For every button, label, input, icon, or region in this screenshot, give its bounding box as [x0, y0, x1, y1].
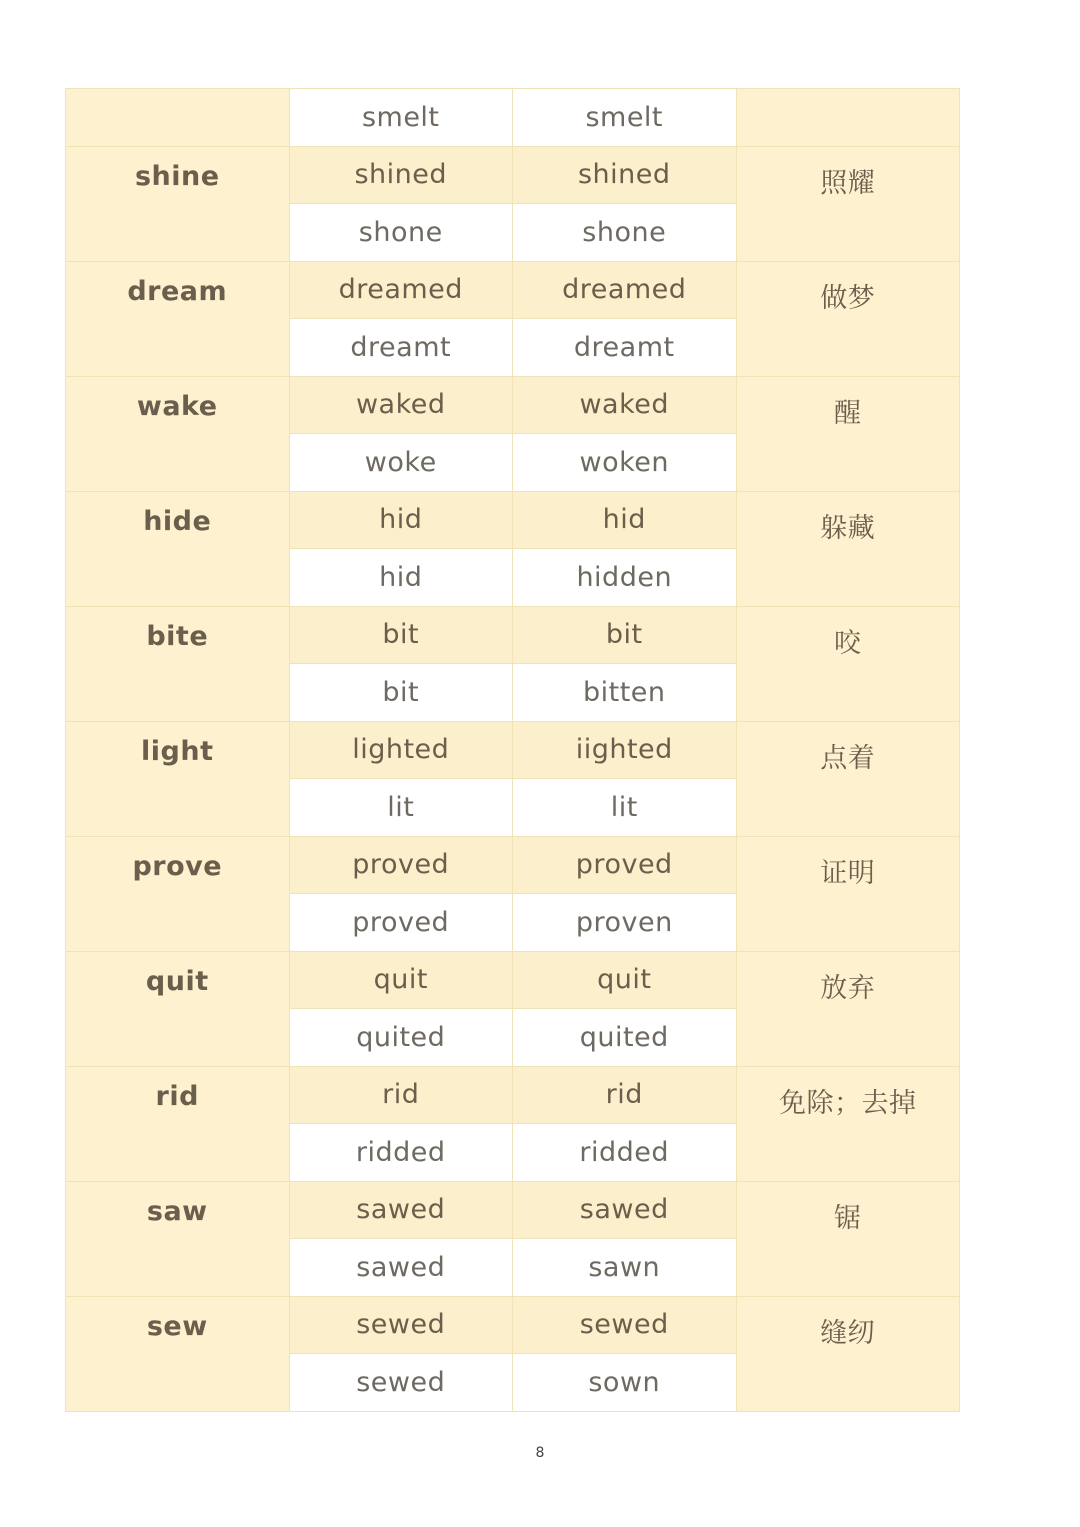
base-verb-cell: light [66, 721, 290, 836]
past-tense-cell: hid [289, 549, 513, 607]
meaning-cell: 缝纫 [736, 1296, 960, 1411]
meaning-cell: 躲藏 [736, 491, 960, 606]
past-tense-cell: rid [289, 1066, 513, 1124]
table-row [66, 1066, 960, 1124]
past-tense-cell: ridded [289, 1124, 513, 1182]
past-participle-cell: iighted [513, 721, 737, 779]
meaning-cell: 锯 [736, 1181, 960, 1296]
table-row [66, 1296, 960, 1354]
past-tense-cell: lighted [289, 721, 513, 779]
past-participle-cell: sawn [513, 1239, 737, 1297]
table-row [66, 261, 960, 319]
past-tense-cell: sewed [289, 1296, 513, 1354]
base-verb-cell: shine [66, 146, 290, 261]
past-participle-cell: hidden [513, 549, 737, 607]
past-tense-cell: bit [289, 664, 513, 722]
base-verb-cell: prove [66, 836, 290, 951]
table-row [66, 89, 960, 147]
past-participle-cell: dreamt [513, 319, 737, 377]
meaning-cell: 放弃 [736, 951, 960, 1066]
past-participle-cell: quited [513, 1009, 737, 1067]
past-tense-cell: waked [289, 376, 513, 434]
base-verb-cell: dream [66, 261, 290, 376]
table-row [66, 146, 960, 204]
table-row [66, 606, 960, 664]
past-tense-cell: sawed [289, 1181, 513, 1239]
base-verb-cell: bite [66, 606, 290, 721]
past-participle-cell: sewed [513, 1296, 737, 1354]
base-verb-cell: quit [66, 951, 290, 1066]
past-participle-cell: shone [513, 204, 737, 262]
meaning-cell: 点着 [736, 721, 960, 836]
meaning-cell: 照耀 [736, 146, 960, 261]
past-participle-cell: sawed [513, 1181, 737, 1239]
past-cell: smelt [289, 89, 513, 147]
past-participle-cell: dreamed [513, 261, 737, 319]
base-verb-cell: wake [66, 376, 290, 491]
past-tense-cell: proved [289, 836, 513, 894]
past-participle-cell: ridded [513, 1124, 737, 1182]
meaning-cell: 做梦 [736, 261, 960, 376]
past-tense-cell: bit [289, 606, 513, 664]
past-tense-cell: dreamed [289, 261, 513, 319]
page-number: 8 [535, 1445, 545, 1461]
past-tense-cell: sewed [289, 1354, 513, 1412]
base-verb-cell: sew [66, 1296, 290, 1411]
table-row [66, 376, 960, 434]
table-row [66, 721, 960, 779]
past-tense-cell: proved [289, 894, 513, 952]
past-participle-cell: proven [513, 894, 737, 952]
past-participle-cell: bit [513, 606, 737, 664]
past-tense-cell: lit [289, 779, 513, 837]
table-row [66, 1181, 960, 1239]
past-participle-cell: lit [513, 779, 737, 837]
meaning-cell [736, 89, 960, 147]
meaning-cell: 咬 [736, 606, 960, 721]
base-cell [66, 89, 290, 147]
past-participle-cell: sown [513, 1354, 737, 1412]
past-participle-cell: quit [513, 951, 737, 1009]
table-row [66, 836, 960, 894]
base-verb-cell: saw [66, 1181, 290, 1296]
past-participle-cell: shined [513, 146, 737, 204]
base-verb-cell: hide [66, 491, 290, 606]
past-participle-cell: waked [513, 376, 737, 434]
past-participle-cell: woken [513, 434, 737, 492]
meaning-cell: 免除；去掉 [736, 1066, 960, 1181]
past-tense-cell: hid [289, 491, 513, 549]
past-participle-cell: rid [513, 1066, 737, 1124]
past-tense-cell: quit [289, 951, 513, 1009]
irregular-verbs-table [65, 88, 960, 1412]
table-row [66, 951, 960, 1009]
meaning-cell: 醒 [736, 376, 960, 491]
meaning-cell: 证明 [736, 836, 960, 951]
past-participle-cell: bitten [513, 664, 737, 722]
past-participle-cell: proved [513, 836, 737, 894]
past-participle-cell: hid [513, 491, 737, 549]
base-verb-cell: rid [66, 1066, 290, 1181]
past-tense-cell: quited [289, 1009, 513, 1067]
participle-cell: smelt [513, 89, 737, 147]
past-tense-cell: woke [289, 434, 513, 492]
past-tense-cell: dreamt [289, 319, 513, 377]
past-tense-cell: sawed [289, 1239, 513, 1297]
table-row [66, 491, 960, 549]
past-tense-cell: shined [289, 146, 513, 204]
past-tense-cell: shone [289, 204, 513, 262]
